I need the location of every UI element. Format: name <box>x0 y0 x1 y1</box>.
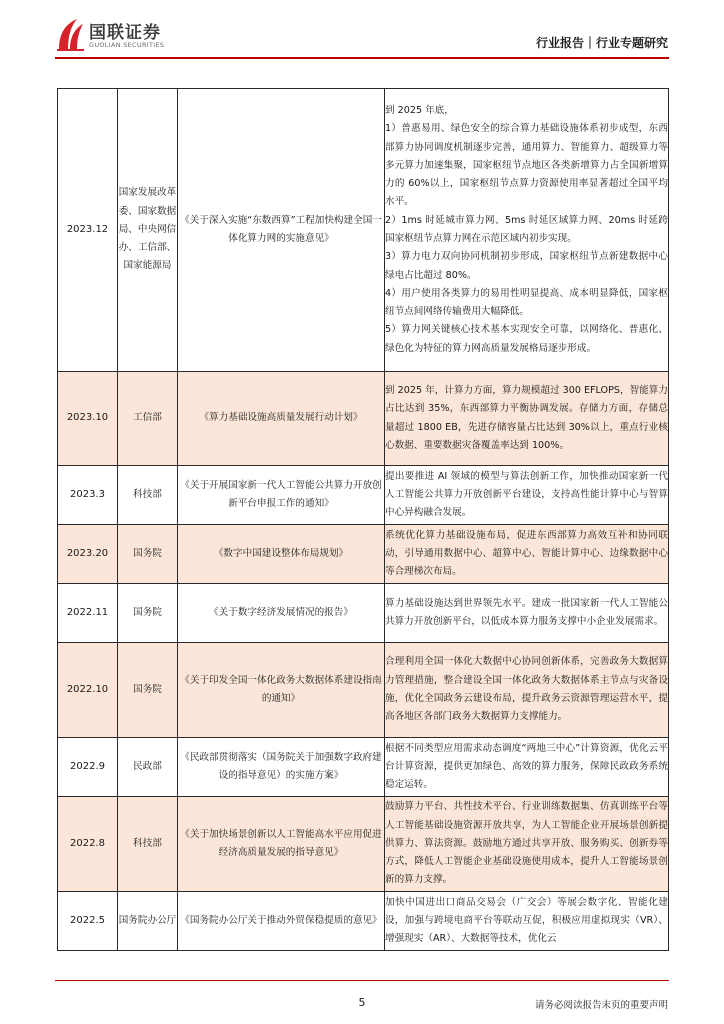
policy-department: 工信部 <box>118 372 178 466</box>
policy-name: 《国务院办公厅关于推动外贸保稳提质的意见》 <box>178 892 385 951</box>
content-paragraph: 鼓励算力平台、共性技术平台、行业训练数据集、仿真训练平台等人工智能基础设施资源开放共享，为人工智能企业开展场景创新提供算力、算法资源。鼓励地方通过共享开放、服务购买、创新券等方式，降低人工智能企业基础设施使用成本，提升人工智能场景创新的算力支撑。 <box>385 801 668 886</box>
content-paragraph: 加快中国进出口商品交易会（广交会）等展会数字化、智能化建设，加强与跨境电商平台等联动互促，积极应用虚拟现实（VR）、增强现实（AR）、大数据等技术，优化云 <box>385 896 668 945</box>
content-paragraph: 2）1ms 时延城市算力网、5ms 时延区域算力网、20ms 时延跨国家枢纽节点算力网在示范区域内初步实现。 <box>385 214 668 244</box>
policy-content <box>385 89 669 372</box>
table-row <box>58 584 669 643</box>
policy-date: 2022.10 <box>58 643 118 738</box>
content-paragraph: 3）算力电力双向协同机制初步形成，国家枢纽节点新建数据中心绿电占比超过 80%。 <box>385 251 668 281</box>
policy-name: 《算力基础设施高质量发展行动计划》 <box>178 372 385 466</box>
policy-content <box>385 643 669 738</box>
policy-date: 2023.3 <box>58 466 118 525</box>
policy-name: 《关于深入实施“东数西算”工程加快构建全国一体化算力网的实施意见》 <box>178 89 385 372</box>
policy-department: 国务院 <box>118 525 178 584</box>
policy-department: 国务院 <box>118 584 178 643</box>
policy-content <box>385 892 669 951</box>
content-paragraph: 到 2025 年底， <box>385 104 454 116</box>
policy-content <box>385 738 669 797</box>
page-header <box>0 0 724 62</box>
policy-department: 科技部 <box>118 466 178 525</box>
policy-date: 2022.8 <box>58 797 118 892</box>
content-paragraph: 合理利用全国一体化大数据中心协同创新体系，完善政务大数据算力管理措施，整合建设全国一体化政务大数据体系主节点与灾备设施，优化全国政务云建设布局，提升政务云资源管理运营水平，提高各地区各部门政务大数据算力支撑能力。 <box>385 656 668 723</box>
table-row <box>58 525 669 584</box>
policy-department: 民政部 <box>118 738 178 797</box>
policy-date: 2022.11 <box>58 584 118 643</box>
table-row <box>58 738 669 797</box>
policy-content <box>385 525 669 584</box>
content-paragraph: 根据不同类型应用需求动态调度“两地三中心”计算资源，优化云平台计算资源，提供更加绿色、高效的算力服务，保障民政政务系统稳定运转。 <box>385 742 668 791</box>
policy-content <box>385 372 669 466</box>
policy-content <box>385 584 669 643</box>
company-logo <box>55 16 195 54</box>
policy-name: 《民政部贯彻落实（国务院关于加强数字政府建设的指导意见）的实施方案》 <box>178 738 385 797</box>
policy-name: 《数字中国建设整体布局规划》 <box>178 525 385 584</box>
report-type: 行业报告｜行业专题研究 <box>535 36 668 50</box>
guolian-logo-icon <box>55 16 85 52</box>
policy-department: 国务院办公厅 <box>118 892 178 951</box>
table-row <box>58 466 669 525</box>
content-paragraph: 1）普惠易用、绿色安全的综合算力基础设施体系初步成型，东西部算力协同调度机制逐步完善，通用算力、智能算力、超级算力等多元算力加速集聚，国家枢纽节点地区各类新增算力占全国新增算力的 60%以上，国家枢纽节点算力资源使用率显著超过全国平均水平。 <box>385 123 668 208</box>
logo-english-name: GUOLIAN SECURITIES <box>89 41 165 49</box>
content-paragraph: 到 2025 年，计算力方面，算力规模超过 300 EFLOPS，智能算力占比达到 35%，东西部算力平衡协调发展。存储力方面，存储总量超过 1800 EB，先进存储容量占比达到 30%以上，重点行业核心数据、重要数据灾备覆盖率达到 100%。 <box>385 384 668 451</box>
content-paragraph: 算力基础设施达到世界领先水平。建成一批国家新一代人工智能公共算力开放创新平台，以低成本算力服务支撑中小企业发展需求。 <box>385 597 668 627</box>
policy-date: 2023.20 <box>58 525 118 584</box>
policy-date: 2023.10 <box>58 372 118 466</box>
logo-chinese-name: 国联证券 <box>89 23 161 43</box>
policy-name: 《关于印发全国一体化政务大数据体系建设指南的通知》 <box>178 643 385 738</box>
table-row <box>58 89 669 372</box>
policy-department: 科技部 <box>118 797 178 892</box>
content-paragraph: 5）算力网关键核心技术基本实现安全可靠，以网络化、普惠化、绿色化为特征的算力网高质量发展格局逐步形成。 <box>385 324 668 354</box>
footer-divider <box>55 980 669 981</box>
content-paragraph: 提出要推进 AI 领域的模型与算法创新工作，加快推动国家新一代人工智能公共算力开放创新平台建设，支持高性能计算中心与智算中心异构融合发展。 <box>385 470 668 519</box>
policy-name: 《关于数字经济发展情况的报告》 <box>178 584 385 643</box>
content-paragraph: 4）用户使用各类算力的易用性明显提高、成本明显降低，国家枢纽节点间网络传输费用大幅降低。 <box>385 287 668 318</box>
policy-name: 《关于加快场景创新以人工智能高水平应用促进经济高质量发展的指导意见》 <box>178 797 385 892</box>
content-paragraph: 系统优化算力基础设施布局，促进东西部算力高效互补和协同联动，引导通用数据中心、超算中心、智能计算中心、边缘数据中心等合理梯次布局。 <box>385 529 668 578</box>
table-row <box>58 372 669 466</box>
policy-department: 国家发展改革委、国家数据局、中央网信办、工信部、国家能源局 <box>118 89 178 372</box>
footer-disclaimer: 请务必阅读报告末页的重要声明 <box>534 1000 668 1011</box>
policy-content <box>385 797 669 892</box>
policy-date: 2023.12 <box>58 89 118 372</box>
policy-date: 2022.5 <box>58 892 118 951</box>
policy-date: 2022.9 <box>58 738 118 797</box>
table-row <box>58 892 669 951</box>
page-number: 5 <box>358 996 366 1009</box>
policy-content <box>385 466 669 525</box>
table-row <box>58 797 669 892</box>
policy-department: 国务院 <box>118 643 178 738</box>
header-divider <box>55 57 669 59</box>
table-row <box>58 643 669 738</box>
policy-name: 《关于开展国家新一代人工智能公共算力开放创新平台申报工作的通知》 <box>178 466 385 525</box>
policy-table <box>57 88 669 951</box>
